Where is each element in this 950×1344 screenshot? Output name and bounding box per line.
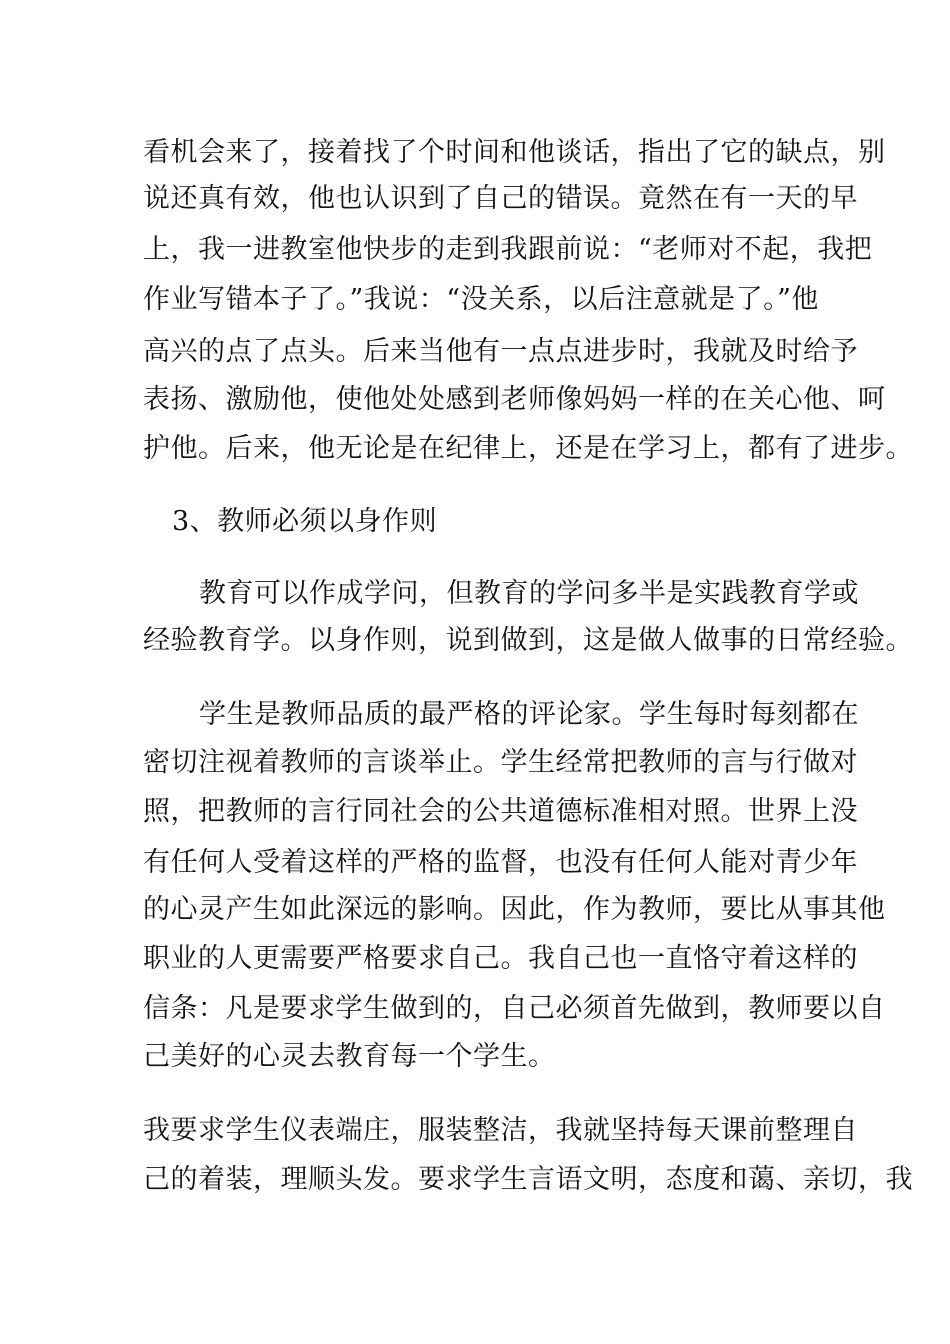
text-line: 上，我一进教室他快步的走到我跟前说：“老师对不起，我把	[143, 234, 873, 265]
text-line: 学生是教师品质的最严格的评论家。学生每时每刻都在	[199, 699, 859, 730]
text-line: 己的着装，理顺头发。要求学生言语文明，态度和蔼、亲切，我	[143, 1164, 913, 1195]
text-line: 经验教育学。以身作则，说到做到，这是做人做事的日常经验。	[143, 625, 913, 656]
text-line: 护他。后来，他无论是在纪律上，还是在学习上，都有了进步。	[143, 433, 913, 464]
text-line: 己美好的心灵去教育每一个学生。	[143, 1041, 556, 1072]
text-line: 高兴的点了点头。后来当他有一点点进步时，我就及时给予	[143, 336, 858, 367]
text-line: 照，把教师的言行同社会的公共道德标准相对照。世界上没	[143, 796, 858, 827]
text-line: 表扬、激励他，使他处处感到老师像妈妈一样的在关心他、呵	[143, 384, 886, 415]
text-line: 职业的人更需要严格要求自己。我自己也一直恪守着这样的	[143, 943, 858, 974]
text-line: 的心灵产生如此深远的影响。因此，作为教师，要比从事其他	[143, 894, 886, 925]
text-line: 说还真有效，他也认识到了自己的错误。竟然在有一天的早	[143, 183, 858, 214]
text-line: 作业写错本子了。”我说：“没关系，以后注意就是了。”他	[143, 284, 819, 315]
section-heading: 3、教师必须以身作则	[172, 506, 438, 537]
text-line: 教育可以作成学问，但教育的学问多半是实践教育学或	[199, 578, 859, 609]
text-line: 信条：凡是要求学生做到的，自己必须首先做到，教师要以自	[143, 993, 886, 1024]
text-line: 看机会来了，接着找了个时间和他谈话，指出了它的缺点，别	[143, 137, 886, 168]
text-line: 我要求学生仪表端庄，服装整洁，我就坚持每天课前整理自	[143, 1115, 858, 1146]
text-line: 密切注视着教师的言谈举止。学生经常把教师的言与行做对	[143, 747, 858, 778]
text-line: 有任何人受着这样的严格的监督，也没有任何人能对青少年	[143, 847, 858, 878]
